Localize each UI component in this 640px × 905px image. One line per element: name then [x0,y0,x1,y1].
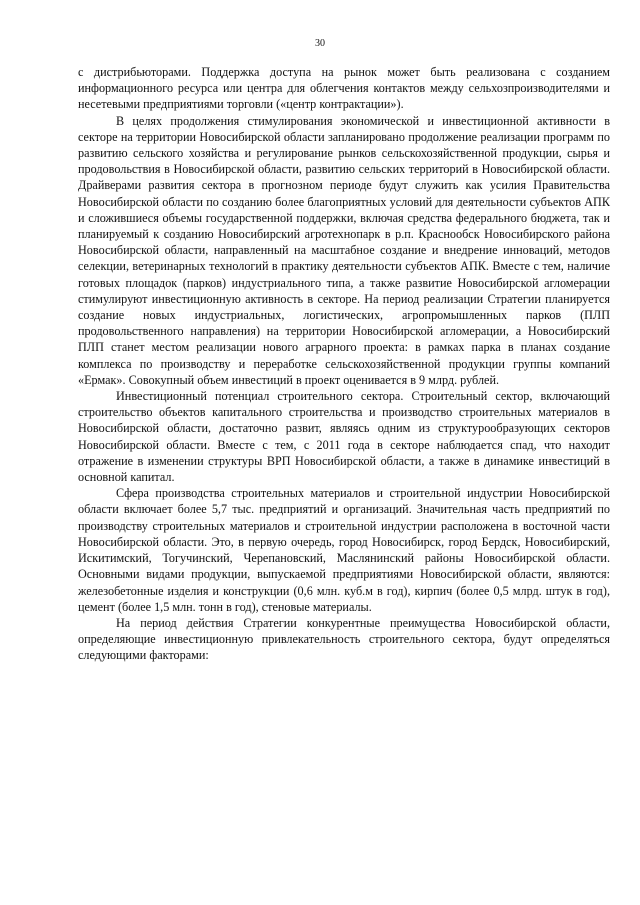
paragraph-competitive-advantages: На период действия Стратегии конкурентные преимущества Новосибирской области, определяющие инвестиционную привлекательность строительного сектора, будут определяться следующими факторами: [78,615,610,663]
paragraph-construction-sector: Инвестиционный потенциал строительного сектора. Строительный сектор, включающий строительство объектов капитального строительства и производство строительных материалов в Новосибирской области, достаточно развит, являясь одним из структурообразующих секторов Новосибирской области. Вместе с тем, с 2011 года в секторе наблюдается спад, что находит отражение в изменении структуры ВРП Новосибирской области, а также в динамике инвестиций в основной капитал. [78,389,610,485]
document-body [78,64,610,664]
paragraph-continuation: с дистрибьюторами. Поддержка доступа на рынок может быть реализована с созданием информационного ресурса или центра для облегчения контактов между сельхозпроизводителями и несетевыми предприятиями торговли («центр контрактации»). [78,65,610,112]
paragraph-investment-activity: В целях продолжения стимулирования экономической и инвестиционной активности в секторе на территории Новосибирской области запланировано продолжение реализации программ по развитию сельского хозяйства и регулирование рынков сельскохозяйственной продукции, сырья и продовольствия в Новосибирской области, развитию сельских территорий в Новосибирской области. Драйверами развития сектора в прогнозном периоде будут служить как усилия Правительства Новосибирской области по созданию более благоприятных условий для деятельности субъектов АПК и сложившиеся объемы государственной поддержки, включая средства федерального бюджета, так и планируемый к созданию Новосибирский агротехнопарк в р.п. Краснообск Новосибирского района Новосибирской области, направленный на масштабное создание и внедрение инноваций, методов селекции, ветеринарных технологий в практику деятельности субъектов АПК. Вместе с тем, наличие готовых площадок (парков) индустриального типа, а также развитие Новосибирской агломерации стимулируют инвестиционную активность в секторе. На период реализации Стратегии планируется создание новых индустриальных, логистических, агропромышленных парков (ПЛП продовольственного направления) на территории Новосибирской агломерации, а Новосибирский ПЛП станет местом реализации нового аграрного проекта: в рамках парка в планах создание комплекса по производству и переработке сельскохозяйственной продукции группы компаний «Ермак». Совокупный объем инвестиций в проект оценивается в 9 млрд. рублей. [78,113,610,387]
paragraph-building-materials: Сфера производства строительных материалов и строительной индустрии Новосибирской области включает более 5,7 тыс. предприятий и организаций. Значительная часть предприятий по производству строительных материалов и строительной индустрии расположена в восточной части Новосибирской области. Это, в первую очередь, город Новосибирск, город Бердск, Новосибирский, Искитимский, Тогучинский, Черепановский, Маслянинский районы Новосибирской области. Основными видами продукции, выпускаемой предприятиями Новосибирской области, являются: железобетонные изделия и конструкции (0,6 млн. куб.м в год), кирпич (более 0,5 млрд. штук в год), цемент (более 1,5 млн. тонн в год), стеновые материалы. [78,486,610,614]
page-number: 30 [315,38,325,49]
